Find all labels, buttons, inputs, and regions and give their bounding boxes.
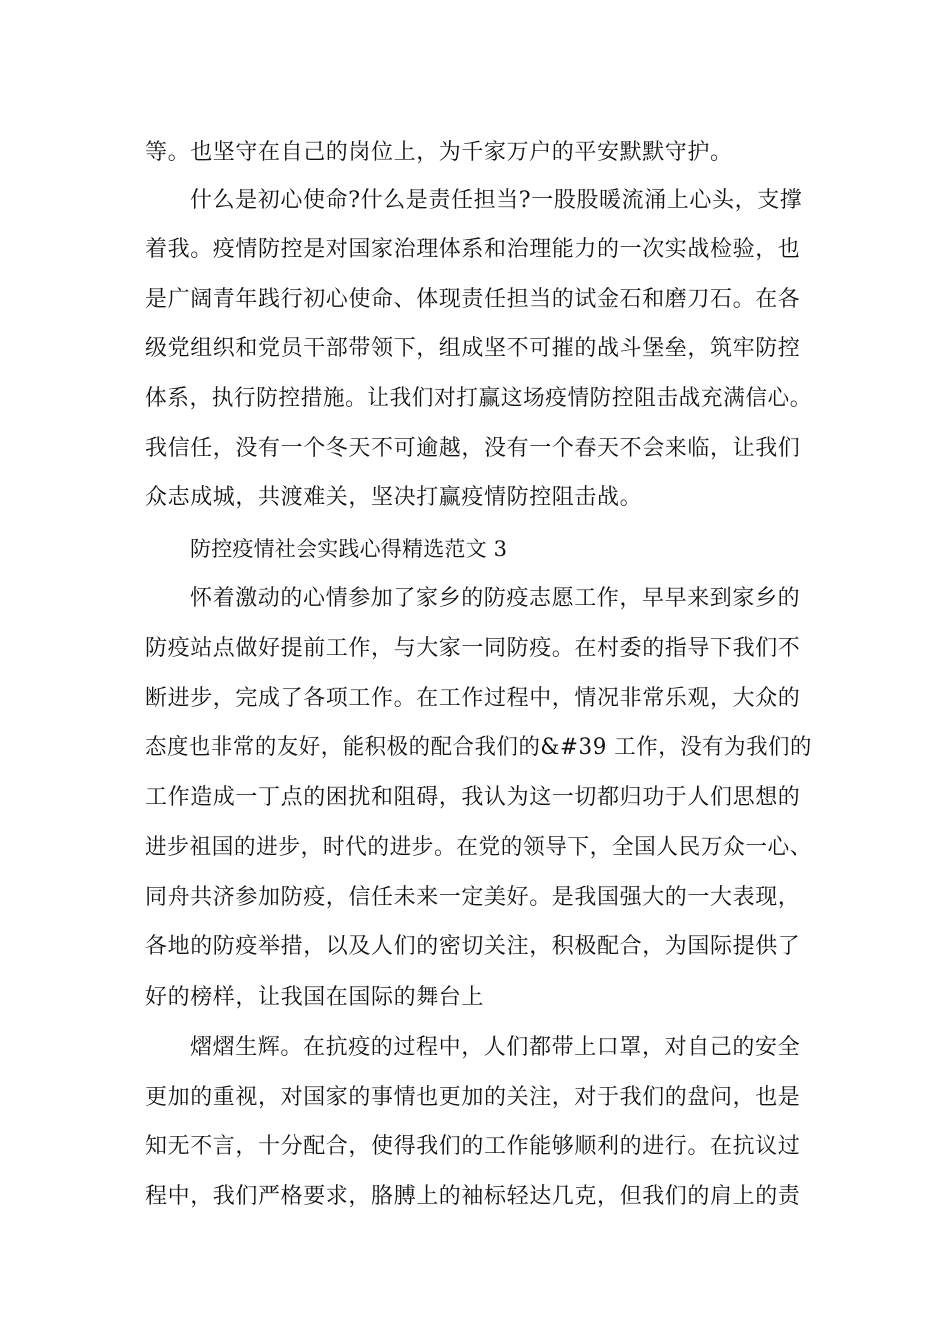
text-line: 等。也坚守在自己的岗位上，为千家万户的平安默默守护。 [145,140,733,165]
text-line: 进步祖国的进步，时代的进步。在党的领导下，全国人民万众一心、 [145,835,813,860]
text-line: 知无不言，十分配合，使得我们的工作能够顺利的进行。在抗议过 [145,1134,801,1159]
text-line: 体系，执行防控措施。让我们对打赢这场疫情防控阻击战充满信心。 [145,386,813,411]
text-line: 同舟共济参加防疫，信任未来一定美好。是我国强大的一大表现， [145,885,801,910]
text-line: 程中，我们严格要求，胳膊上的袖标轻达几克，但我们的肩上的责 [145,1184,801,1209]
text-line: 熠熠生辉。在抗疫的过程中，人们都带上口罩，对自己的安全 [190,1035,801,1060]
section-heading: 防控疫情社会实践心得精选范文 3 [190,537,508,561]
text-line: 什么是初心使命?什么是责任担当?一股股暖流涌上心头，支撑 [190,188,803,213]
text-line: 态度也非常的友好，能积极的配合我们的&#39 工作，没有为我们的 [145,735,813,760]
text-line: 级党组织和党员干部带领下，组成坚不可摧的战斗堡垒，筑牢防控 [145,336,801,361]
text-line: 众志成城，共渡难关，坚决打赢疫情防控阻击战。 [145,485,643,510]
text-line: 防疫站点做好提前工作，与大家一同防疫。在村委的指导下我们不 [145,636,801,661]
text-line: 是广阔青年践行初心使命、体现责任担当的试金石和磨刀石。在各 [145,287,801,312]
text-line: 怀着激动的心情参加了家乡的防疫志愿工作，早早来到家乡的 [190,586,801,611]
text-line: 我信任，没有一个冬天不可逾越，没有一个春天不会来临，让我们 [145,436,801,461]
text-line: 工作造成一丁点的困扰和阻碍，我认为这一切都归功于人们思想的 [145,785,801,810]
text-line: 好的榜样，让我国在国际的舞台上 [145,985,485,1010]
text-line: 更加的重视，对国家的事情也更加的关注，对于我们的盘问，也是 [145,1085,801,1110]
text-line: 断进步，完成了各项工作。在工作过程中，情况非常乐观，大众的 [145,686,801,711]
text-line: 各地的防疫举措，以及人们的密切关注，积极配合，为国际提供了 [145,934,801,959]
text-line: 着我。疫情防控是对国家治理体系和治理能力的一次实战检验，也 [145,237,801,262]
